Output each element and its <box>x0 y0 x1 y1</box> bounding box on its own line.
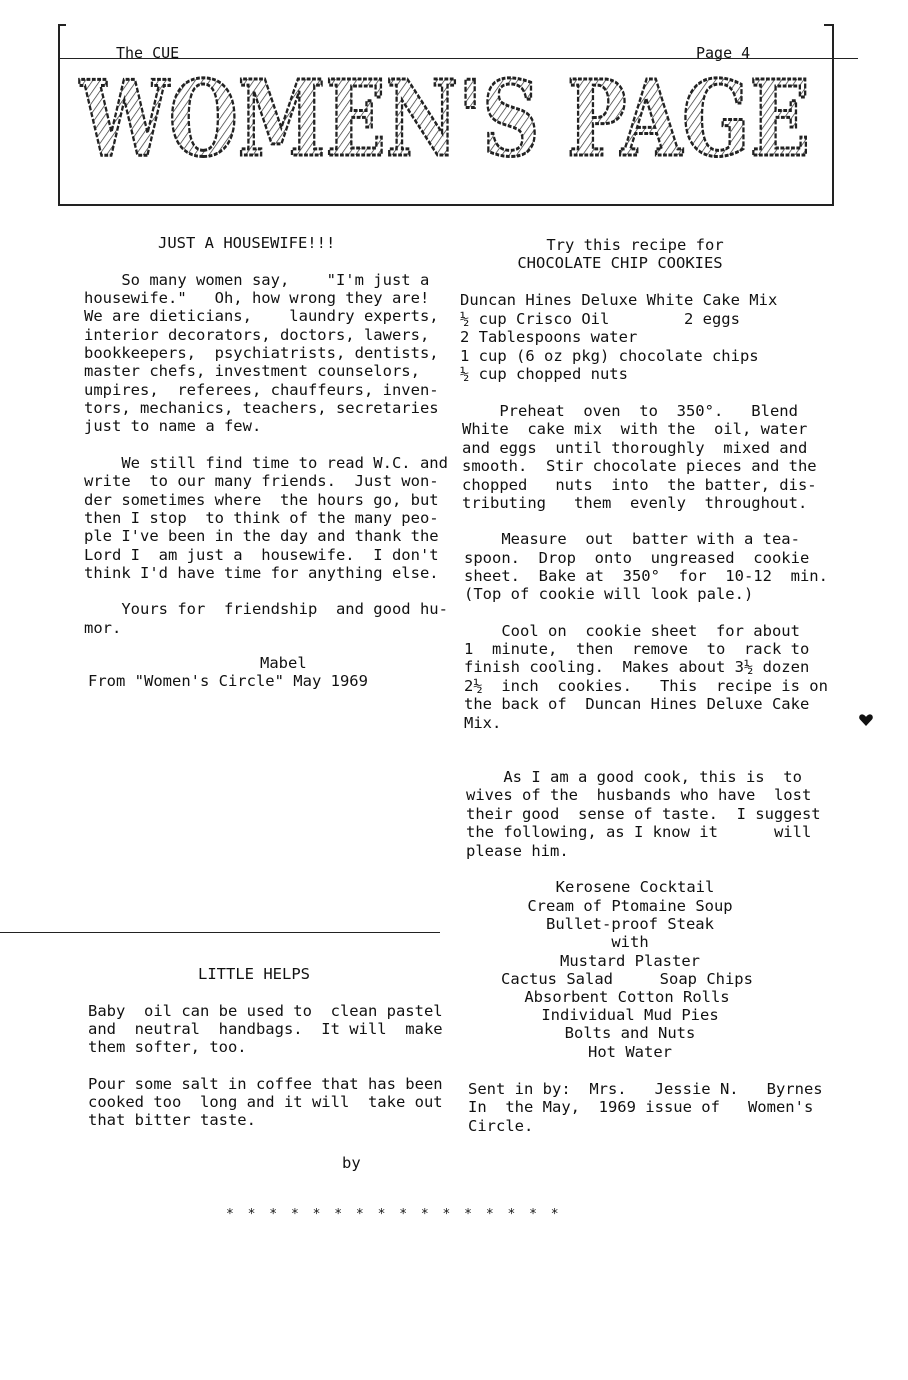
banner-text: WOMEN'S PAGE <box>79 60 810 170</box>
housewife-title: JUST A HOUSEWIFE!!! <box>158 234 336 252</box>
text-line: So many women say, "I'm just a <box>84 271 430 289</box>
text-line: master chefs, investment counselors, <box>84 362 420 380</box>
text-line: mor. <box>84 619 122 637</box>
page-number: Page 4 <box>696 44 751 62</box>
text-line: Mix. <box>464 714 502 732</box>
masthead-corner <box>58 24 66 26</box>
text-line: Pour some salt in coffee that has been <box>88 1075 443 1093</box>
text-line: the following, as I know it will <box>466 823 812 841</box>
publication-name: The CUE <box>116 44 180 62</box>
text-line: their good sense of taste. I suggest <box>466 805 821 823</box>
menu-item: Absorbent Cotton Rolls <box>524 988 730 1006</box>
text-line: please him. <box>466 842 569 860</box>
womens-page-banner <box>70 60 830 170</box>
source-credit: From "Women's Circle" May 1969 <box>88 672 368 690</box>
heart-icon <box>858 712 874 728</box>
text-line: wives of the husbands who have lost <box>466 786 812 804</box>
text-line: that bitter taste. <box>88 1111 256 1129</box>
menu-item: Hot Water <box>588 1043 672 1061</box>
section-divider <box>0 932 440 933</box>
text-line: housewife." Oh, how wrong they are! <box>84 289 430 307</box>
recipe-intro-line: Try this recipe for <box>546 236 724 254</box>
ingredient-line: Duncan Hines Deluxe White Cake Mix <box>460 291 778 309</box>
signature: Mabel <box>260 654 307 672</box>
text-line: smooth. Stir chocolate pieces and the <box>462 457 817 475</box>
text-line: Cool on cookie sheet for about <box>464 622 800 640</box>
text-line: spoon. Drop onto ungreased cookie <box>464 549 810 567</box>
text-line: them softer, too. <box>88 1038 247 1056</box>
text-line: cooked too long and it will take out <box>88 1093 443 1111</box>
text-line: and neutral handbags. It will make <box>88 1020 443 1038</box>
text-line: write to our many friends. Just won- <box>84 472 439 490</box>
text-line: Yours for friendship and good hu- <box>84 600 448 618</box>
text-line: Circle. <box>468 1117 534 1135</box>
text-line: 2½ inch cookies. This recipe is on <box>464 677 828 695</box>
text-line: In the May, 1969 issue of Women's <box>468 1098 814 1116</box>
text-line: As I am a good cook, this is to <box>466 768 802 786</box>
text-line: 1 minute, then remove to rack to <box>464 640 810 658</box>
text-line: interior decorators, doctors, lawers, <box>84 326 430 344</box>
text-line: and eggs until thoroughly mixed and <box>462 439 808 457</box>
little-helps-title: LITTLE HELPS <box>198 965 310 983</box>
text-line: Measure out batter with a tea- <box>464 530 800 548</box>
text-line: sheet. Bake at 350° for 10-12 min. <box>464 567 828 585</box>
menu-item: Mustard Plaster <box>560 952 700 970</box>
menu-item: Cactus Salad Soap Chips <box>501 970 753 988</box>
menu-item: Bolts and Nuts <box>564 1024 696 1042</box>
text-line: Preheat oven to 350°. Blend <box>462 402 798 420</box>
text-line: Baby oil can be used to clean pastel <box>88 1002 443 1020</box>
text-line: finish cooling. Makes about 3½ dozen <box>464 658 810 676</box>
text-line: White cake mix with the oil, water <box>462 420 808 438</box>
text-line: (Top of cookie will look pale.) <box>464 585 754 603</box>
ingredient-line: 1 cup (6 oz pkg) chocolate chips <box>460 347 759 365</box>
text-line: bookkeepers, psychiatrists, dentists, <box>84 344 439 362</box>
menu-item: Bullet-proof Steak <box>546 915 714 933</box>
recipe-title: CHOCOLATE CHIP COOKIES <box>517 254 723 272</box>
menu-item: Individual Mud Pies <box>541 1006 719 1024</box>
text-line: Lord I am just a housewife. I don't <box>84 546 439 564</box>
star-divider: * * * * * * * * * * * * * * * * <box>226 1207 559 1222</box>
menu-item: Cream of Ptomaine Soup <box>527 897 733 915</box>
by-line: by <box>342 1154 361 1172</box>
text-line: We are dieticians, laundry experts, <box>84 307 439 325</box>
text-line: der sometimes where the hours go, but <box>84 491 439 509</box>
menu-item: Kerosene Cocktail <box>555 878 715 896</box>
text-line: chopped nuts into the batter, dis- <box>462 476 817 494</box>
menu-item: with <box>611 933 649 951</box>
text-line: We still find time to read W.C. and <box>84 454 448 472</box>
text-line: umpires, referees, chauffeurs, inven- <box>84 381 439 399</box>
text-line: think I'd have time for anything else. <box>84 564 439 582</box>
text-line: then I stop to think of the many peo- <box>84 509 439 527</box>
ingredient-line: ½ cup chopped nuts <box>460 365 628 383</box>
text-line: the back of Duncan Hines Deluxe Cake <box>464 695 810 713</box>
text-line: tributing them evenly throughout. <box>462 494 808 512</box>
text-line: Sent in by: Mrs. Jessie N. Byrnes <box>468 1080 823 1098</box>
ingredient-line: ½ cup Crisco Oil 2 eggs <box>460 310 740 328</box>
masthead-corner <box>824 24 832 26</box>
ingredient-line: 2 Tablespoons water <box>460 328 638 346</box>
text-line: tors, mechanics, teachers, secretaries <box>84 399 439 417</box>
text-line: ple I've been in the day and thank the <box>84 527 439 545</box>
text-line: just to name a few. <box>84 417 262 435</box>
